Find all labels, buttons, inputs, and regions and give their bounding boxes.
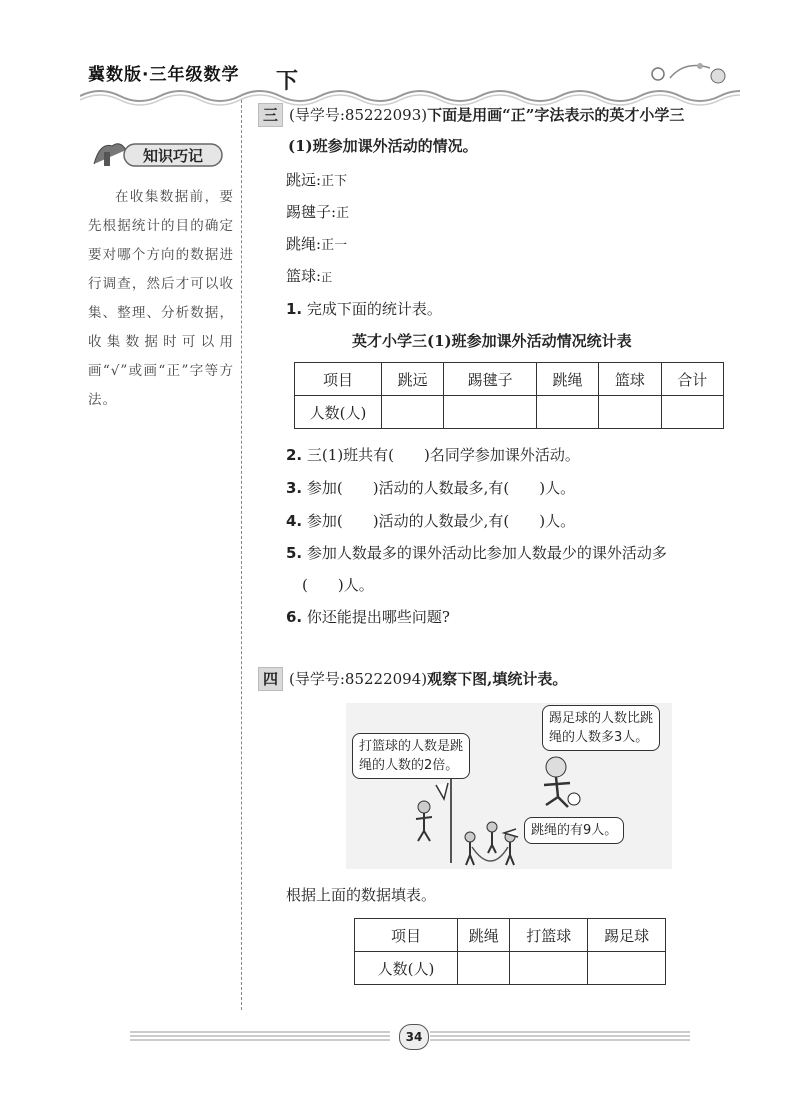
bubble-line: 绳的人数多3人。 [549,730,649,745]
q3-stat-table [294,362,724,429]
q3-intro-line1 [258,103,684,127]
header-cartoon-decoration [640,56,730,86]
sub-number: 6. [286,608,303,626]
header-title: 冀数版·三年级数学 [88,65,240,85]
bubble-soccer [542,705,660,751]
sub-text: 参加( )活动的人数最多,有( )人。 [306,479,576,497]
sub-text: 你还能提出哪些问题? [306,608,450,626]
bubble-basketball [352,733,470,779]
sub-number: 1. [286,300,303,318]
table-header-cell: 项目 [295,363,382,396]
q3-intro-line2: (1)班参加课外活动的情况。 [288,137,478,155]
q3-sub5 [286,542,667,564]
sub-text: 参加( )活动的人数最少,有( )人。 [306,512,576,530]
tally-marks: 正 [321,271,333,284]
bubble-line: 绳的人数的2倍。 [359,758,459,773]
tally-label: 跳绳: [286,235,322,253]
answer-cell[interactable] [444,396,537,429]
q3-sub1 [286,298,442,320]
bubble-jump-rope: 跳绳的有9人。 [524,817,624,844]
q4-intro [258,667,567,691]
table-header-row [355,919,666,952]
bubble-line: 打篮球的人数是跳 [359,739,464,754]
table-header-cell: 踢足球 [588,919,666,952]
answer-cell[interactable] [661,396,723,429]
tally-marks: 正一 [321,238,348,253]
tally-basketball [286,265,332,289]
table-header-cell: 项目 [355,919,458,952]
sub-text: 参加人数最多的课外活动比参加人数最少的课外活动多 [306,544,667,562]
table-header-cell: 合计 [661,363,723,396]
q3-sub3 [286,477,575,499]
tips-text: 在收集数据前，要先根据统计的目的确定要对哪个方向的数据进行调查，然后才可以收集、整理、分析数据，收集数据时可以用画“√”或画“正”字等方法。 [88,189,234,408]
sidebar-divider [241,100,242,1010]
sub-number: 5. [286,544,303,562]
tips-badge-label: 知识巧记 [142,147,204,165]
table-header-cell: 跳远 [382,363,444,396]
q4-fill-prompt: 根据上面的数据填表。 [286,886,437,904]
answer-cell[interactable] [599,396,661,429]
tally-long-jump [286,169,347,193]
table-header-cell: 跳绳 [536,363,598,396]
answer-cell[interactable] [382,396,444,429]
page-number: 34 [399,1024,429,1050]
tally-label: 踢毽子: [286,203,337,221]
tally-label: 跳远: [286,171,322,189]
tally-marks: 正下 [321,174,348,189]
sub-number: 2. [286,446,303,464]
header-volume: 下 [276,69,299,94]
tally-jump-rope [286,233,347,257]
answer-cell[interactable] [458,952,510,985]
table-row-label: 人数(人) [295,396,382,429]
table-header-cell: 踢毽子 [444,363,537,396]
answer-cell[interactable] [536,396,598,429]
q3-sub6 [286,606,450,628]
table-row [295,396,724,429]
q3-sub2 [286,444,580,466]
q3-table-title: 英才小学三(1)班参加课外活动情况统计表 [352,332,632,350]
sub-text: 三(1)班共有( )名同学参加课外活动。 [306,446,580,464]
q4-intro-text: 观察下图,填统计表。 [427,670,568,688]
q4-tag: 四 [258,667,283,691]
activity-illustration [346,703,672,869]
tally-label: 篮球: [286,267,322,285]
table-header-cell: 篮球 [599,363,661,396]
table-header-cell: 跳绳 [458,919,510,952]
q3-sub4 [286,510,575,532]
q4-stat-table [354,918,666,985]
table-header-row [295,363,724,396]
q3-tag: 三 [258,103,283,127]
answer-cell[interactable] [588,952,666,985]
tally-shuttlecock [286,201,349,225]
table-row-label: 人数(人) [355,952,458,985]
tips-badge [90,138,230,170]
answer-cell[interactable] [510,952,588,985]
q4-guide-number: (导学号:85222094) [289,670,428,688]
tally-marks: 正 [336,206,350,221]
sub-number: 3. [286,479,303,497]
q3-sub5-cont: ( )人。 [302,576,374,594]
sub-number: 4. [286,512,303,530]
q3-intro-text: 下面是用画“正”字法表示的英才小学三 [427,106,685,124]
table-row [355,952,666,985]
bubble-line: 踢足球的人数比跳 [549,711,654,726]
sub-text: 完成下面的统计表。 [306,300,442,318]
table-header-cell: 打篮球 [510,919,588,952]
q3-guide-number: (导学号:85222093) [289,106,428,124]
